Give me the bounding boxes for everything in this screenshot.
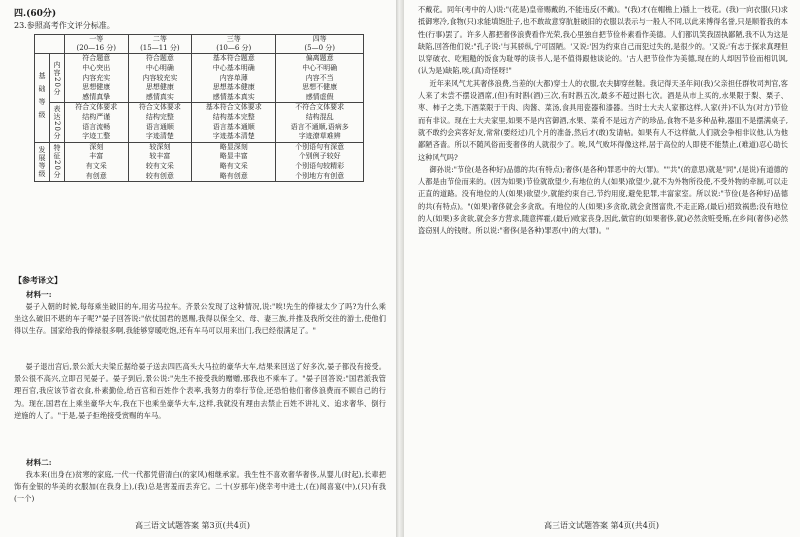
material-1-paragraph-1: 晏子入朝的时候,每每乘坐破旧的车,用劣马拉车。齐景公发现了这种情况,说:"唉!先生的俸禄太少了吗?为什么乘坐这么破旧不堪的车子呢?"晏子回答说:"依仗国君的恩赐,我得以保全父、母、妻三族,并推及我所交往的游士,使他们得以生存。国家给我的俸禄很多啊,我能够穿暖吃饱,还有车马可以用来出门,我已经很满足了。" [14, 302, 386, 336]
scoring-table [34, 34, 364, 182]
content-label: 内容20分 [50, 54, 65, 103]
material-2-paragraph-1: 我本来(出身在)贫寒的家庭,一代一代都凭借清白(的家风)相继承家。我生性不喜欢奢华奢侈,从婴儿(时起),长辈把饰有金银的华美的衣服加(在我身上),(我)总是害羞而丢弃它。二十(岁那年)侥幸考中进士,(在)闻喜宴(中),(只)有我(一个) [14, 470, 386, 504]
expression-grade-4: 不符合文体要求 结构混乱 语言不通顺,语病多 字迹潦草难辨 [276, 103, 364, 142]
grade-3-header: 三等 (10—6 分) [192, 35, 276, 54]
scoring-intro: 23.参照高考作文评分标准。 [14, 21, 115, 30]
page-gutter [396, 0, 404, 537]
right-text-body [418, 4, 788, 238]
expression-row [35, 103, 364, 142]
right-paragraph-1: 不戴花。同年(考中的人)说:"(花是)皇帝赐戴的,不能违反(不戴)。"(我)才(在帽檐上)插上一枝花。(我)一向衣服(只)求抵御寒冷,食物(只)求能填饱肚子,也不敢故意穿肮脏破旧的衣服以表示与一般人不同,以此来博得名誉,只是顺着我的本性(行事)罢了。许多人都把奢侈浪费看作光荣,我心里独自把节俭朴素看作美德。人们都讥笑我固执鄙陋,我不认为这是缺陷,回答他们说:"孔子说:'与其骄纵,宁可固陋。'又说:'因为约束自己而犯过失的,是很少的。'又说:'有志于探求真理但以穿破衣、吃粗糙的饭食为耻辱的读书人,是不值得跟他谈论的。'古人把节俭作为美德,现在的人却因节俭而相讥讽,(认为是)缺陷,唉,(真)奇怪呀!" [418, 5, 788, 76]
right-page [404, 0, 800, 537]
content-grade-2: 符合题意 中心明确 内容较充实 思想健康 感情真实 [128, 54, 192, 103]
feature-label: 特征20分 [50, 142, 65, 181]
right-paragraph-2: 近年来风气尤其奢侈浪费,当差的(大都)穿士人的衣服,农夫脚穿丝鞋。我记得天圣年间(我)父亲担任群牧司判官,客人来了未尝不摆设酒席,(但)有时斟(酒)三次,有时斟五次,最多不超过斟七次。酒是从市上买的,水果限于梨、栗子、枣、柿子之类,下酒菜限于干肉、肉酱、菜汤,食具用瓷器和漆器。当时士大夫人家都这样,人家(并)不认为(对方)节俭而有非议。现在士大夫家里,如果不是内宫御酒,水果、菜肴不是远方产的珍品,食物不是多种品种,器皿不是摆满桌子,就不敢约会宾客好友,常常(要经过)几个月的准备,然后才(敢)发请帖。如果有人不这样做,人们就会争相非议他,认为他鄙陋吝啬。所以不随风俗而变奢侈的人就很少了。唉,风气败坏得像这样,居于高位的人即使不能禁止,(难道)忍心助长这种风气吗? [418, 78, 788, 162]
material-1-paragraph-2: 晏子退出宫后,景公派大夫梁丘据给晏子送去四匹高头大马拉的豪华大车,结果来回送了好多次,晏子都没有接受。景公很不高兴,立即召见晏子。晏子到后,景公说:"先生不接受我的赠赠,那我也不乘车了。"晏子回答说:"国君派我管理百官,我应该节省衣食,朴素勤俭,给百官和百姓作个表率,我努力的奉行节俭,还恐怕他们奢侈浪费而不顾自己的行为。现在,国君在上乘坐豪华大车,我在下也乘坐豪华大车,这样,我就没有理由去禁止百姓不讲礼义、追求奢华、倒行逆施的人了。"于是,晏子拒绝接受赏赐的车马。 [14, 362, 386, 420]
grade-2-header: 二等 (15—11 分) [128, 35, 192, 54]
material-1-title: 材料一: [26, 290, 52, 299]
develop-level-label: 发展等级 [35, 142, 50, 181]
right-paragraph-3: 御孙说:"节俭(是各种好)品德的共(有特点);奢侈(是各种)罪恶中的大(罪)。""共"(的意思)就是"同",(是说)有道德的人都是由节俭而来的。(因为如果)节俭就欲望少,有地位的人(如果)欲望少,就不为外物所役使,不受外物的牵制,可以走正直的道路。没有地位的人(如果)欲望少,就能约束自己,节约用度,避免犯罪,丰富家室。所以说:"节俭(是各种好)品德的共(有特点)。"(如果)奢侈就会多贪欲。有地位的人(如果)多贪欲,就会贪图富贵,不走正路,(最后)招致祸患;没有地位的人(如果)多贪欲,就会多方营求,随意挥霍,(最后)败家丧身,因此,做官的(如果奢侈,就)必然贪赃受贿,在乡间(奢侈)必然盗窃别人的钱财。所以说:"奢侈(是各种)罪恶(中)的大(罪)。" [418, 164, 788, 236]
expression-grade-2: 符合文体要求 结构完整 语言通顺 字迹清楚 [128, 103, 192, 142]
page-footer-right: 高三语文试题答案 第4页(共4页) [544, 521, 659, 530]
expression-label: 表达20分 [50, 103, 65, 142]
feature-grade-4: 个别语句有深意 个别例子较好 个别语句较精彩 个别地方有创意 [276, 142, 364, 181]
feature-row [35, 142, 364, 181]
expression-grade-1: 符合文体要求 结构严谨 语言流畅 字迹工整 [65, 103, 129, 142]
basic-level-label: 基础等级 [35, 54, 50, 142]
left-page [0, 0, 396, 537]
section-title: 四.(60分) [14, 9, 57, 19]
content-grade-1: 符合题意 中心突出 内容充实 思想健康 感情真挚 [65, 54, 129, 103]
feature-grade-2: 较深刻 较丰富 较有文采 较有创意 [128, 142, 192, 181]
content-grade-3: 基本符合题意 中心基本明确 内容单薄 思想基本健康 感情基本真实 [192, 54, 276, 103]
material-2-title: 材料二: [26, 458, 52, 467]
feature-grade-1: 深刻 丰富 有文采 有创意 [65, 142, 129, 181]
table-header-row [35, 35, 364, 54]
content-row [35, 54, 364, 103]
page-footer-left: 高三语文试题答案 第3页(共4页) [135, 521, 250, 530]
grade-1-header: 一等 (20—16 分) [65, 35, 129, 54]
reference-translation-title: 【参考译文】 [14, 275, 62, 285]
feature-grade-3: 略显深刻 略显丰富 略有文采 略有创意 [192, 142, 276, 181]
content-grade-4: 偏离题意 中心不明确 内容不当 思想不健康 感情虚假 [276, 54, 364, 103]
expression-grade-3: 基本符合文体要求 结构基本完整 语言基本通顺 字迹基本清楚 [192, 103, 276, 142]
grade-4-header: 四等 (5—0 分) [276, 35, 364, 54]
